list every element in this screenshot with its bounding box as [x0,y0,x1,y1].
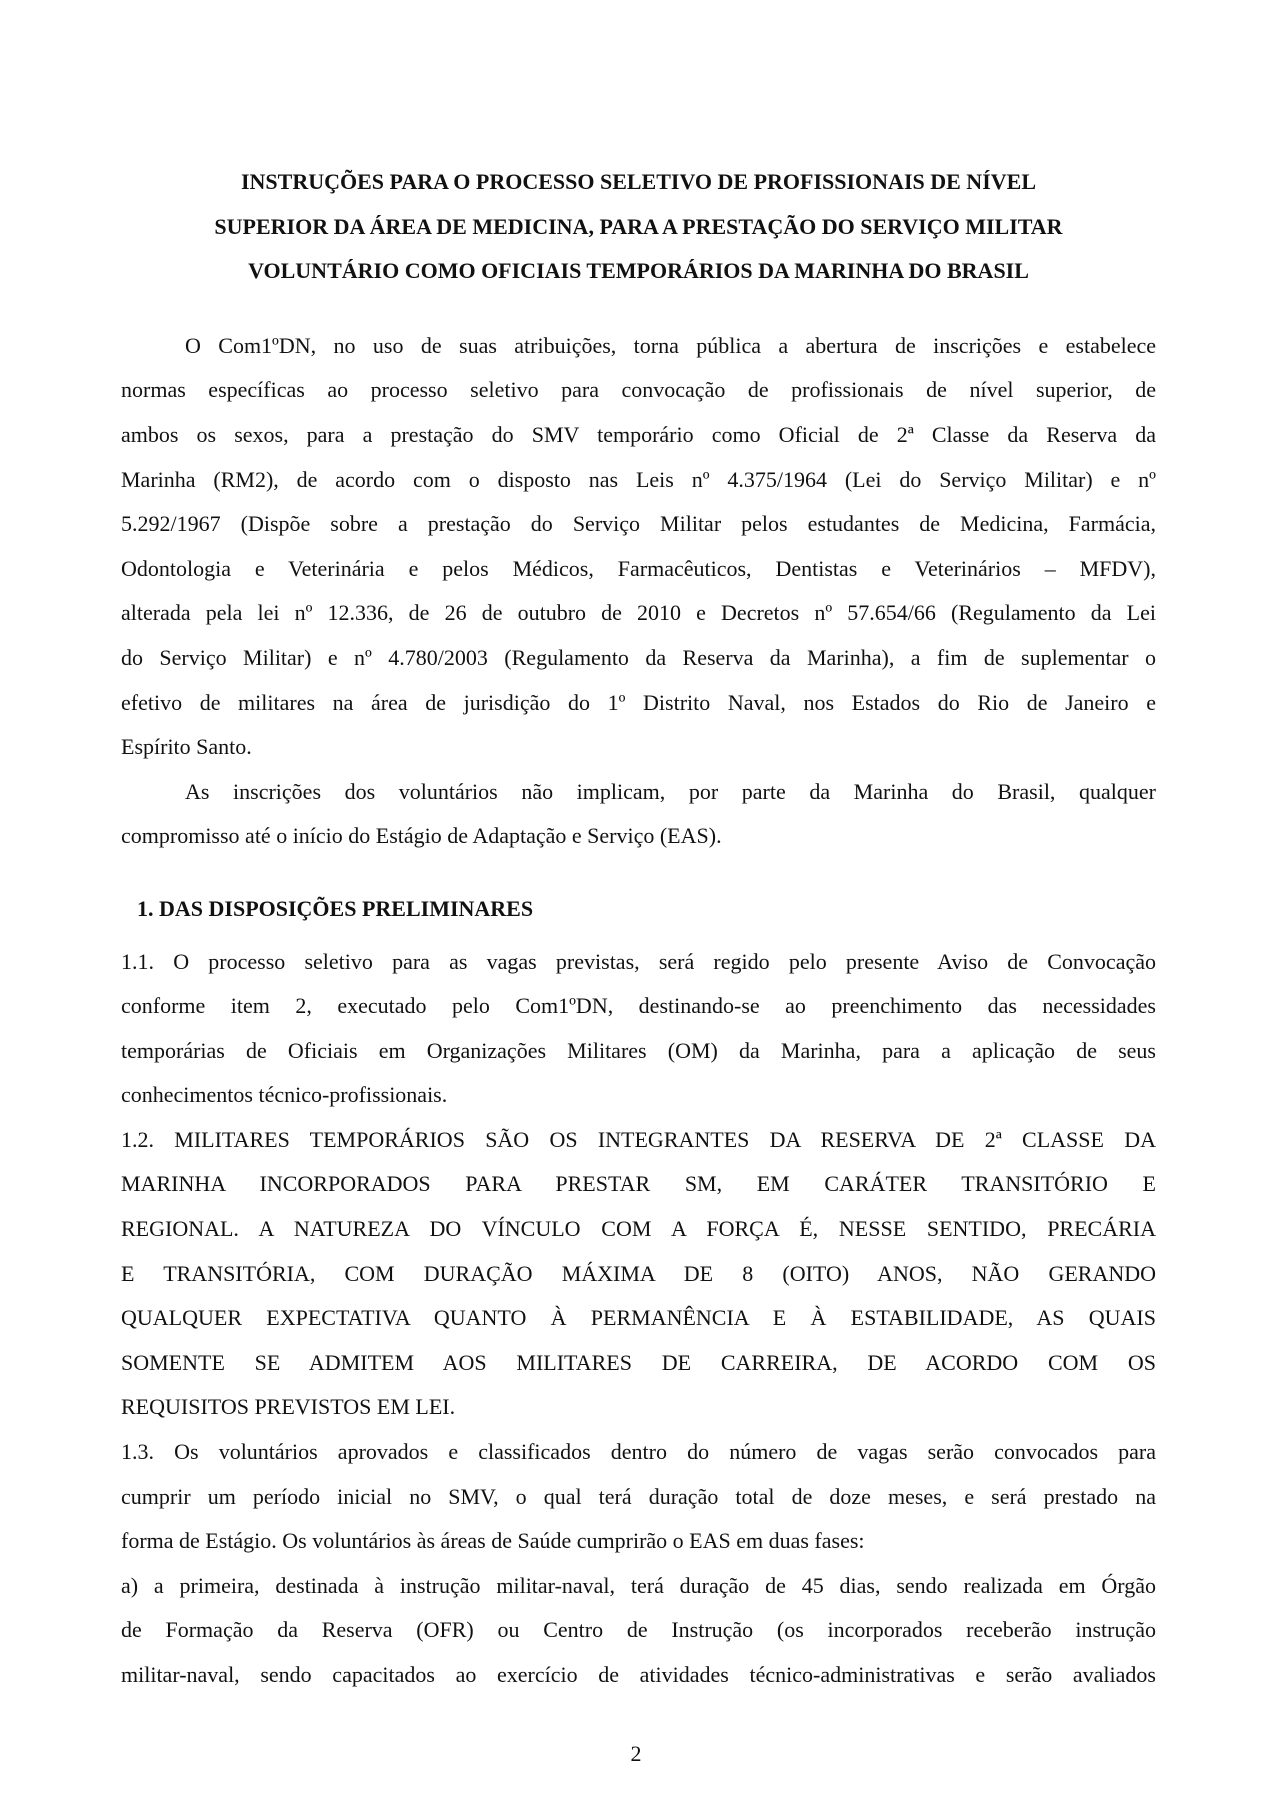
paragraph-line: O Com1ºDN, no uso de suas atribuições, torna pública a abertura de inscrições e estabelece [185,332,1156,358]
paragraph [121,1430,1156,1564]
paragraph [121,940,1156,1118]
document-title [121,160,1156,294]
paragraph-line: conhecimentos técnico-profissionais. [121,1082,448,1108]
paragraph-line: conforme item 2, executado pelo Com1ºDN, destinando-se ao preenchimento das necessidades [121,993,1156,1019]
paragraph-line: 1.1. O processo seletivo para as vagas previstas, será regido pelo presente Aviso de Convocação [121,948,1156,974]
paragraph [121,770,1156,859]
paragraph-line: do Serviço Militar) e nº 4.780/2003 (Regulamento da Reserva da Marinha), a fim de suplementar o [121,644,1156,670]
paragraph-line: forma de Estágio. Os voluntários às áreas de Saúde cumprirão o EAS em duas fases: [121,1528,865,1554]
paragraph-line: E TRANSITÓRIA, COM DURAÇÃO MÁXIMA DE 8 (OITO) ANOS, NÃO GERANDO [121,1260,1156,1286]
paragraph-line: 5.292/1967 (Dispõe sobre a prestação do Serviço Militar pelos estudantes de Medicina, Farmácia, [121,511,1156,537]
paragraph-line: de Formação da Reserva (OFR) ou Centro de Instrução (os incorporados receberão instrução [121,1617,1156,1643]
paragraph-line: normas específicas ao processo seletivo para convocação de profissionais de nível superior, de [121,377,1156,403]
paragraph [121,1564,1156,1698]
paragraph-line: ambos os sexos, para a prestação do SMV temporário como Oficial de 2ª Classe da Reserva da [121,421,1156,447]
paragraph-line: MARINHA INCORPORADOS PARA PRESTAR SM, EM CARÁTER TRANSITÓRIO E [121,1171,1156,1197]
paragraph-line: Marinha (RM2), de acordo com o disposto nas Leis nº 4.375/1964 (Lei do Serviço Militar) e nº [121,466,1156,492]
page-number: 2 [630,1741,642,1766]
paragraph-line: temporárias de Oficiais em Organizações Militares (OM) da Marinha, para a aplicação de seus [121,1037,1156,1063]
paragraph [121,324,1156,770]
paragraph-line: QUALQUER EXPECTATIVA QUANTO À PERMANÊNCIA E À ESTABILIDADE, AS QUAIS [121,1305,1156,1331]
paragraph-line: 1.3. Os voluntários aprovados e classificados dentro do número de vagas serão convocados para [121,1439,1156,1465]
paragraph-line: As inscrições dos voluntários não implicam, por parte da Marinha do Brasil, qualquer [185,778,1156,804]
paragraph-line: Odontologia e Veterinária e pelos Médicos, Farmacêuticos, Dentistas e Veterinários – MFDV), [121,555,1156,581]
paragraph-line: cumprir um período inicial no SMV, o qual terá duração total de doze meses, e será prestado na [121,1483,1156,1509]
paragraph-line: Espírito Santo. [121,734,252,760]
paragraph-line: 1.2. MILITARES TEMPORÁRIOS SÃO OS INTEGRANTES DA RESERVA DE 2ª CLASSE DA [121,1126,1156,1152]
title-line: VOLUNTÁRIO COMO OFICIAIS TEMPORÁRIOS DA MARINHA DO BRASIL [248,258,1029,284]
title-line: SUPERIOR DA ÁREA DE MEDICINA, PARA A PRESTAÇÃO DO SERVIÇO MILITAR [214,213,1063,239]
paragraph-line: REQUISITOS PREVISTOS EM LEI. [121,1394,456,1420]
section-heading: 1. DAS DISPOSIÇÕES PRELIMINARES [137,895,534,921]
title-line: INSTRUÇÕES PARA O PROCESSO SELETIVO DE PROFISSIONAIS DE NÍVEL [240,169,1036,194]
document-page [121,160,1156,1698]
paragraph-line: compromisso até o início do Estágio de Adaptação e Serviço (EAS). [121,823,722,849]
paragraph-line: militar-naval, sendo capacitados ao exercício de atividades técnico-administrativas e serão avaliados [121,1662,1156,1687]
paragraph [121,1118,1156,1430]
paragraph-line: REGIONAL. A NATUREZA DO VÍNCULO COM A FORÇA É, NESSE SENTIDO, PRECÁRIA [121,1216,1156,1242]
intro-section [121,324,1156,859]
paragraph-line: a) a primeira, destinada à instrução militar-naval, terá duração de 45 dias, sendo realizada em Órgão [121,1572,1156,1598]
paragraph-line: SOMENTE SE ADMITEM AOS MILITARES DE CARREIRA, DE ACORDO COM OS [121,1349,1156,1375]
section-body [121,940,1156,1698]
paragraph-line: alterada pela lei nº 12.336, de 26 de outubro de 2010 e Decretos nº 57.654/66 (Regulamento da Lei [121,600,1156,626]
paragraph-line: efetivo de militares na área de jurisdição do 1º Distrito Naval, nos Estados do Rio de Janeiro e [121,689,1156,715]
